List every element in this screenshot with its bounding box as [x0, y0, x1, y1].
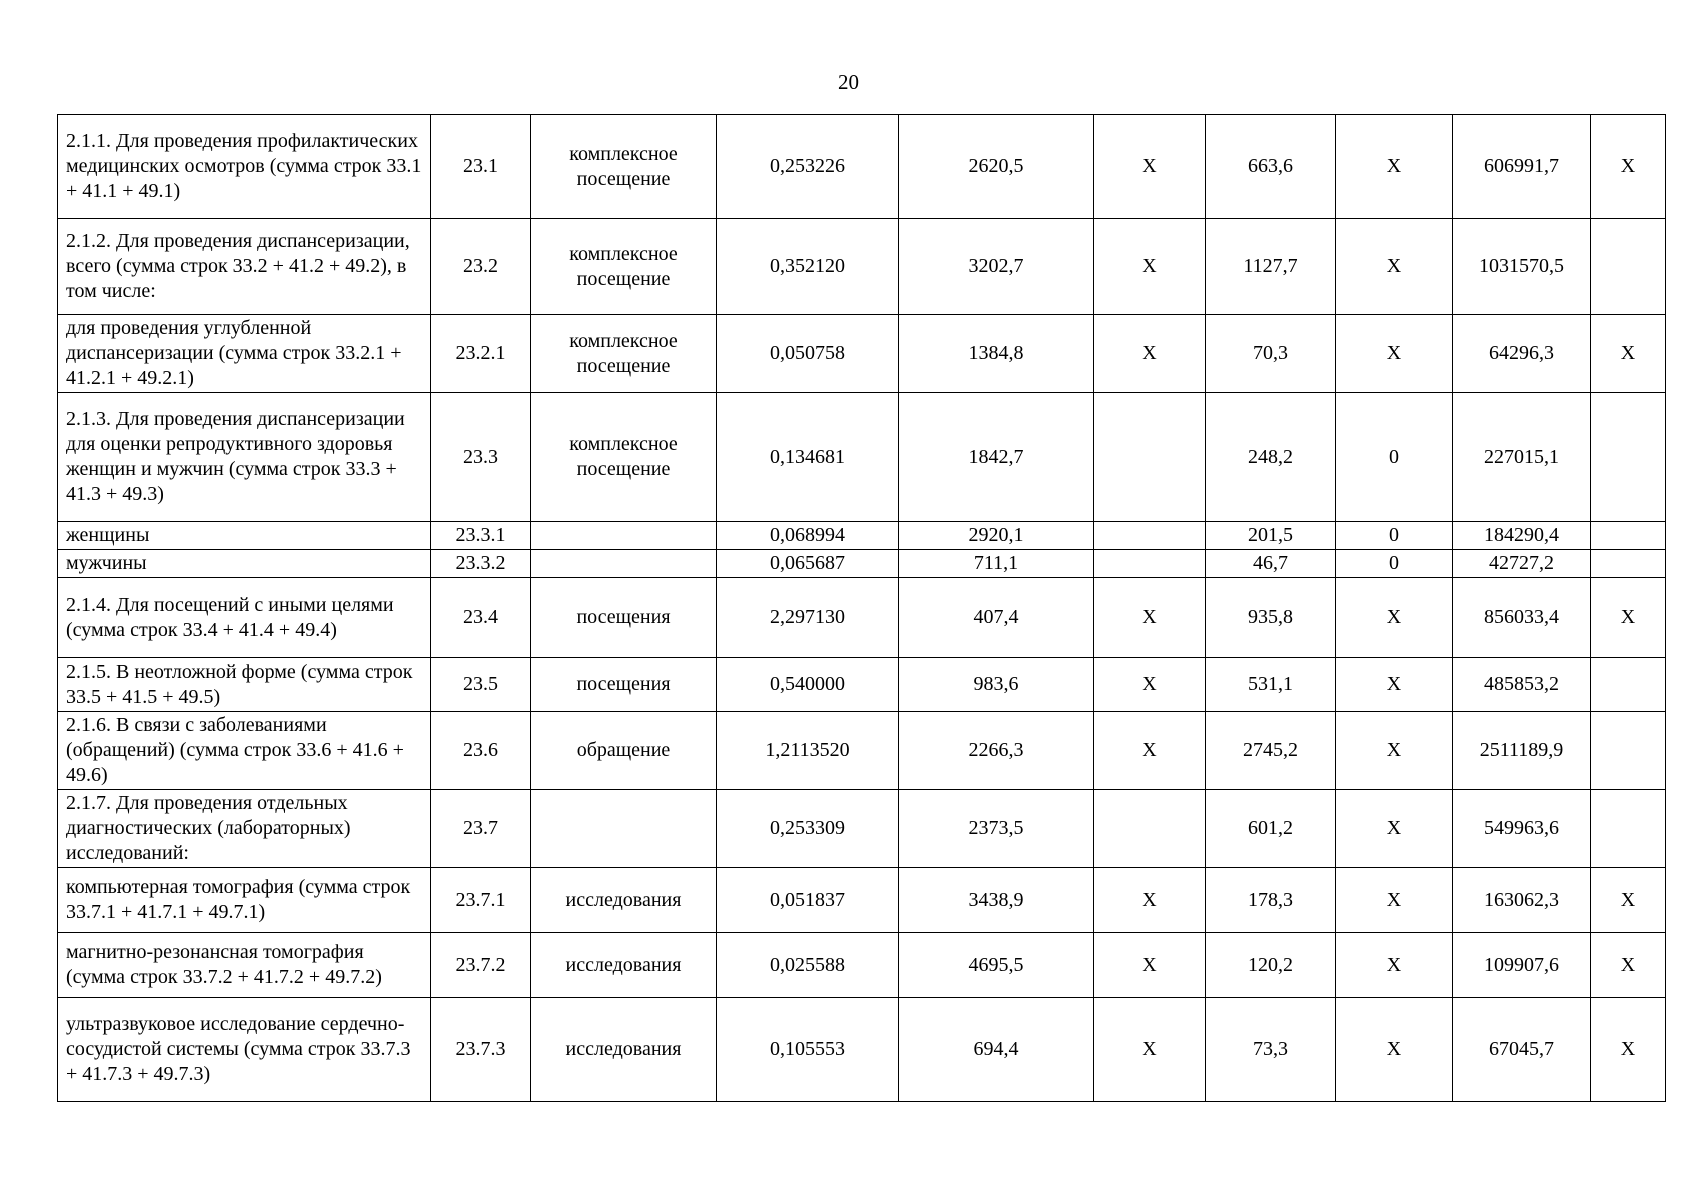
row-col8-cell: X	[1336, 933, 1453, 998]
row-col6-cell	[1094, 522, 1206, 550]
row-col9-cell: 227015,1	[1453, 393, 1591, 522]
row-col10-cell: X	[1591, 868, 1666, 933]
row-unit-cell	[531, 522, 717, 550]
row-col10-cell: X	[1591, 998, 1666, 1102]
row-col10-cell	[1591, 522, 1666, 550]
row-col7-cell: 178,3	[1206, 868, 1336, 933]
row-col8-cell: X	[1336, 578, 1453, 658]
row-col9-cell: 606991,7	[1453, 115, 1591, 219]
row-unit-cell	[531, 550, 717, 578]
row-cost-cell: 694,4	[899, 998, 1094, 1102]
row-col10-cell	[1591, 712, 1666, 790]
row-unit-cell: посещения	[531, 658, 717, 712]
row-col9-cell: 64296,3	[1453, 315, 1591, 393]
row-col9-cell: 549963,6	[1453, 790, 1591, 868]
row-col6-cell: X	[1094, 998, 1206, 1102]
row-volume-cell: 0,253309	[717, 790, 899, 868]
row-col7-cell: 73,3	[1206, 998, 1336, 1102]
page-number: 20	[838, 70, 859, 94]
row-cost-cell: 2620,5	[899, 115, 1094, 219]
row-col9-cell: 184290,4	[1453, 522, 1591, 550]
row-volume-cell: 0,025588	[717, 933, 899, 998]
row-col10-cell: X	[1591, 933, 1666, 998]
row-volume-cell: 0,253226	[717, 115, 899, 219]
data-table	[57, 114, 1666, 1102]
row-col7-cell: 531,1	[1206, 658, 1336, 712]
row-col6-cell: X	[1094, 712, 1206, 790]
row-cost-cell: 2373,5	[899, 790, 1094, 868]
row-name-cell: женщины	[58, 522, 431, 550]
row-volume-cell: 0,050758	[717, 315, 899, 393]
row-col6-cell: X	[1094, 315, 1206, 393]
row-unit-cell: обращение	[531, 712, 717, 790]
row-code-cell: 23.2.1	[431, 315, 531, 393]
row-cost-cell: 2266,3	[899, 712, 1094, 790]
table-row	[58, 868, 1666, 933]
table-body	[58, 115, 1666, 1102]
row-unit-cell: посещения	[531, 578, 717, 658]
row-col9-cell: 163062,3	[1453, 868, 1591, 933]
row-cost-cell: 4695,5	[899, 933, 1094, 998]
row-col6-cell: X	[1094, 658, 1206, 712]
table-row	[58, 998, 1666, 1102]
table-row	[58, 115, 1666, 219]
row-name-cell: 2.1.4. Для посещений с иными целями (сумма строк 33.4 + 41.4 + 49.4)	[58, 578, 431, 658]
row-col8-cell: X	[1336, 712, 1453, 790]
row-cost-cell: 1842,7	[899, 393, 1094, 522]
row-col8-cell: X	[1336, 868, 1453, 933]
row-name-cell: 2.1.3. Для проведения диспансеризации для оценки репродуктивного здоровья женщин и мужчин (сумма строк 33.3 + 41.3 + 49.3)	[58, 393, 431, 522]
row-volume-cell: 0,540000	[717, 658, 899, 712]
row-col6-cell	[1094, 790, 1206, 868]
row-col7-cell: 663,6	[1206, 115, 1336, 219]
row-code-cell: 23.7.3	[431, 998, 531, 1102]
row-volume-cell: 0,065687	[717, 550, 899, 578]
table-row	[58, 315, 1666, 393]
row-code-cell: 23.2	[431, 219, 531, 315]
row-col9-cell: 42727,2	[1453, 550, 1591, 578]
row-name-cell: 2.1.6. В связи с заболеваниями (обращений) (сумма строк 33.6 + 41.6 + 49.6)	[58, 712, 431, 790]
row-col10-cell: X	[1591, 315, 1666, 393]
table-row	[58, 393, 1666, 522]
row-unit-cell: комплексное посещение	[531, 315, 717, 393]
row-name-cell: 2.1.7. Для проведения отдельных диагностических (лабораторных) исследований:	[58, 790, 431, 868]
row-col6-cell: X	[1094, 219, 1206, 315]
row-unit-cell	[531, 790, 717, 868]
table-row	[58, 790, 1666, 868]
row-code-cell: 23.3.1	[431, 522, 531, 550]
row-unit-cell: исследования	[531, 933, 717, 998]
row-col7-cell: 46,7	[1206, 550, 1336, 578]
table-row	[58, 550, 1666, 578]
row-col10-cell	[1591, 550, 1666, 578]
row-col9-cell: 67045,7	[1453, 998, 1591, 1102]
row-col9-cell: 2511189,9	[1453, 712, 1591, 790]
table-row	[58, 219, 1666, 315]
row-col7-cell: 1127,7	[1206, 219, 1336, 315]
row-col10-cell	[1591, 790, 1666, 868]
row-volume-cell: 0,068994	[717, 522, 899, 550]
row-code-cell: 23.7.1	[431, 868, 531, 933]
row-col7-cell: 2745,2	[1206, 712, 1336, 790]
row-col7-cell: 248,2	[1206, 393, 1336, 522]
row-code-cell: 23.5	[431, 658, 531, 712]
row-volume-cell: 0,134681	[717, 393, 899, 522]
row-col6-cell: X	[1094, 868, 1206, 933]
row-name-cell: 2.1.1. Для проведения профилактических медицинских осмотров (сумма строк 33.1 + 41.1 + 49.1)	[58, 115, 431, 219]
row-col8-cell: X	[1336, 115, 1453, 219]
row-col6-cell: X	[1094, 933, 1206, 998]
row-code-cell: 23.1	[431, 115, 531, 219]
row-name-cell: магнитно-резонансная томография (сумма строк 33.7.2 + 41.7.2 + 49.7.2)	[58, 933, 431, 998]
row-name-cell: 2.1.5. В неотложной форме (сумма строк 33.5 + 41.5 + 49.5)	[58, 658, 431, 712]
row-col7-cell: 201,5	[1206, 522, 1336, 550]
row-col8-cell: X	[1336, 219, 1453, 315]
row-col9-cell: 856033,4	[1453, 578, 1591, 658]
row-cost-cell: 3438,9	[899, 868, 1094, 933]
row-col7-cell: 120,2	[1206, 933, 1336, 998]
row-col7-cell: 70,3	[1206, 315, 1336, 393]
row-cost-cell: 3202,7	[899, 219, 1094, 315]
row-name-cell: 2.1.2. Для проведения диспансеризации, всего (сумма строк 33.2 + 41.2 + 49.2), в том числе:	[58, 219, 431, 315]
row-volume-cell: 2,297130	[717, 578, 899, 658]
row-name-cell: ультразвуковое исследование сердечно-сосудистой системы (сумма строк 33.7.3 + 41.7.3 + 49.7.3)	[58, 998, 431, 1102]
row-col8-cell: X	[1336, 315, 1453, 393]
table-row	[58, 522, 1666, 550]
row-col9-cell: 1031570,5	[1453, 219, 1591, 315]
row-cost-cell: 711,1	[899, 550, 1094, 578]
row-cost-cell: 407,4	[899, 578, 1094, 658]
row-col6-cell	[1094, 550, 1206, 578]
row-code-cell: 23.4	[431, 578, 531, 658]
row-cost-cell: 1384,8	[899, 315, 1094, 393]
row-col10-cell: X	[1591, 578, 1666, 658]
row-code-cell: 23.6	[431, 712, 531, 790]
row-volume-cell: 1,2113520	[717, 712, 899, 790]
row-unit-cell: исследования	[531, 868, 717, 933]
table-row	[58, 578, 1666, 658]
row-col10-cell	[1591, 393, 1666, 522]
table-row	[58, 658, 1666, 712]
row-volume-cell: 0,105553	[717, 998, 899, 1102]
row-col9-cell: 109907,6	[1453, 933, 1591, 998]
row-col10-cell: X	[1591, 115, 1666, 219]
row-code-cell: 23.7.2	[431, 933, 531, 998]
row-col8-cell: X	[1336, 790, 1453, 868]
row-unit-cell: комплексное посещение	[531, 219, 717, 315]
row-name-cell: для проведения углубленной диспансеризации (сумма строк 33.2.1 + 41.2.1 + 49.2.1)	[58, 315, 431, 393]
row-col10-cell	[1591, 219, 1666, 315]
row-col8-cell: 0	[1336, 522, 1453, 550]
row-unit-cell: комплексное посещение	[531, 393, 717, 522]
row-col6-cell	[1094, 393, 1206, 522]
row-code-cell: 23.7	[431, 790, 531, 868]
row-code-cell: 23.3.2	[431, 550, 531, 578]
row-name-cell: мужчины	[58, 550, 431, 578]
row-col8-cell: X	[1336, 658, 1453, 712]
row-unit-cell: комплексное посещение	[531, 115, 717, 219]
row-col6-cell: X	[1094, 115, 1206, 219]
row-volume-cell: 0,352120	[717, 219, 899, 315]
row-col7-cell: 935,8	[1206, 578, 1336, 658]
row-cost-cell: 983,6	[899, 658, 1094, 712]
row-code-cell: 23.3	[431, 393, 531, 522]
row-unit-cell: исследования	[531, 998, 717, 1102]
row-col9-cell: 485853,2	[1453, 658, 1591, 712]
table-row	[58, 933, 1666, 998]
row-col8-cell: 0	[1336, 393, 1453, 522]
row-volume-cell: 0,051837	[717, 868, 899, 933]
row-col6-cell: X	[1094, 578, 1206, 658]
row-col10-cell	[1591, 658, 1666, 712]
row-name-cell: компьютерная томография (сумма строк 33.7.1 + 41.7.1 + 49.7.1)	[58, 868, 431, 933]
row-col7-cell: 601,2	[1206, 790, 1336, 868]
row-col8-cell: 0	[1336, 550, 1453, 578]
row-col8-cell: X	[1336, 998, 1453, 1102]
table-row	[58, 712, 1666, 790]
row-cost-cell: 2920,1	[899, 522, 1094, 550]
